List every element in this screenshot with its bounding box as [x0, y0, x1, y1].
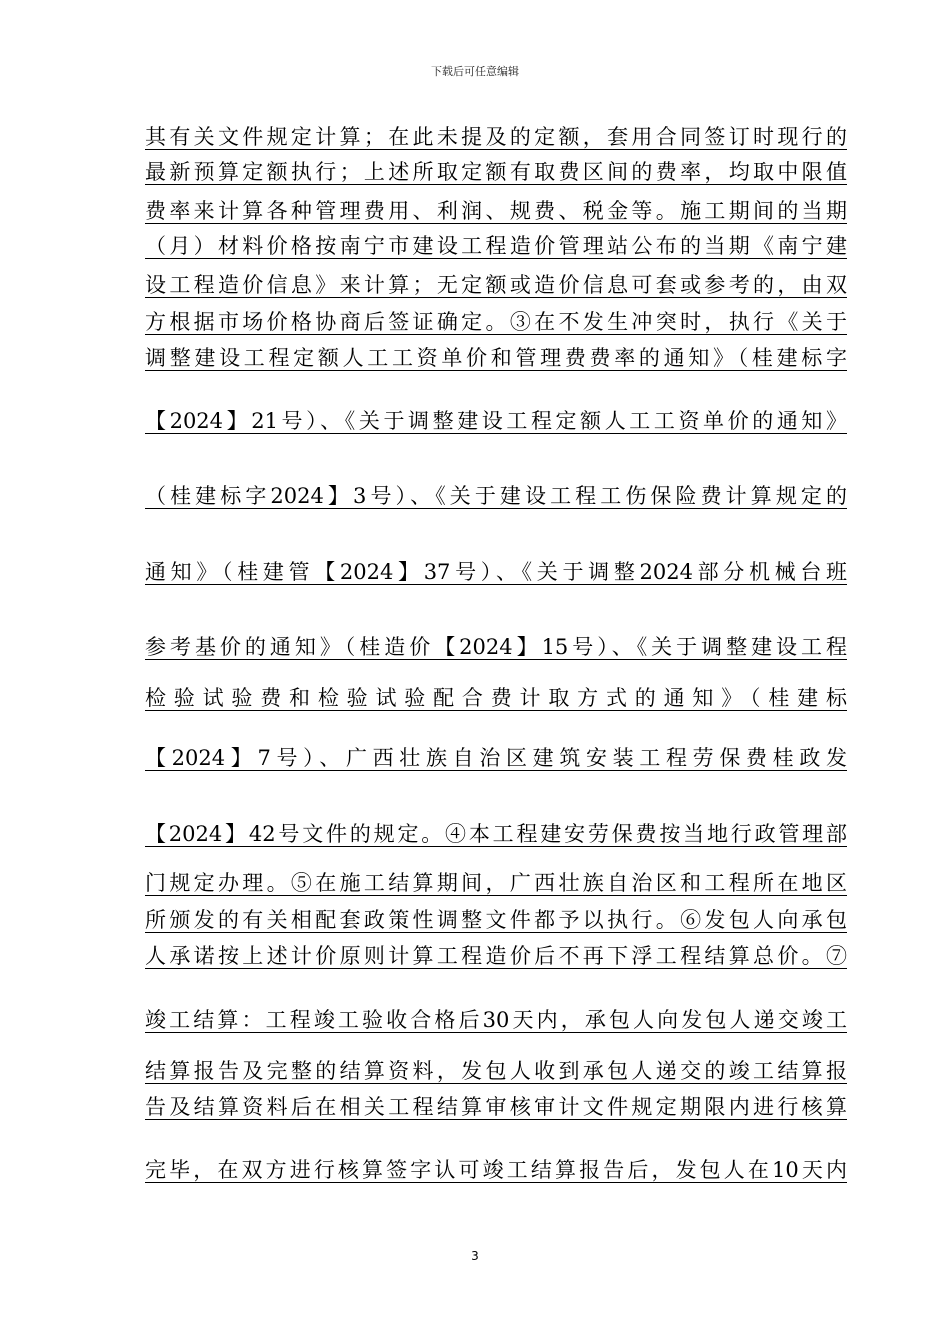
text-line: 调整建设工程定额人工工资单价和管理费费率的通知》（桂建标字 [145, 346, 847, 370]
text-line: 参考基价的通知》（桂造价【2024】15号）、《关于调整建设工程 [145, 635, 847, 659]
text-line: 门规定办理。⑤在施工结算期间，广西壮族自治区和工程所在地区 [145, 871, 847, 895]
text-line: 其有关文件规定计算；在此未提及的定额，套用合同签订时现行的 [145, 125, 847, 149]
text-line: 竣工结算：工程竣工验收合格后30天内，承包人向发包人递交竣工 [145, 1008, 847, 1032]
text-line: 完毕，在双方进行核算签字认可竣工结算报告后，发包人在10天内 [145, 1158, 847, 1182]
text-line: 设工程造价信息》来计算；无定额或造价信息可套或参考的，由双 [145, 273, 847, 297]
text-line: 通知》（桂建管【2024】37号）、《关于调整2024部分机械台班 [145, 560, 847, 584]
page-number: 3 [471, 1249, 479, 1263]
text-line: 所颁发的有关相配套政策性调整文件都予以执行。⑥发包人向承包 [145, 908, 847, 932]
text-line: 人承诺按上述计价原则计算工程造价后不再下浮工程结算总价。⑦ [145, 944, 847, 968]
text-line: 结算报告及完整的结算资料，发包人收到承包人递交的竣工结算报 [145, 1059, 847, 1083]
text-line: 【2024】21号）、《关于调整建设工程定额人工工资单价的通知》 [145, 409, 847, 433]
text-line: 【2024】7号）、广西壮族自治区建筑安装工程劳保费桂政发 [145, 746, 847, 770]
text-line: 费率来计算各种管理费用、利润、规费、税金等。施工期间的当期 [145, 199, 847, 223]
page-header: 下载后可任意编辑 [431, 65, 519, 78]
text-line: 【2024】42号文件的规定。④本工程建安劳保费按当地行政管理部 [145, 822, 847, 846]
text-line: 检验试验费和检验试验配合费计取方式的通知》（桂建标 [145, 686, 847, 710]
text-line: 告及结算资料后在相关工程结算审核审计文件规定期限内进行核算 [145, 1095, 847, 1119]
text-line: 最新预算定额执行；上述所取定额有取费区间的费率，均取中限值 [145, 160, 847, 184]
text-line: （月）材料价格按南宁市建设工程造价管理站公布的当期《南宁建 [145, 234, 847, 258]
text-line: 方根据市场价格协商后签证确定。③在不发生冲突时，执行《关于 [145, 310, 847, 334]
text-line: （桂建标字2024】3号）、《关于建设工程工伤保险费计算规定的 [145, 484, 847, 508]
